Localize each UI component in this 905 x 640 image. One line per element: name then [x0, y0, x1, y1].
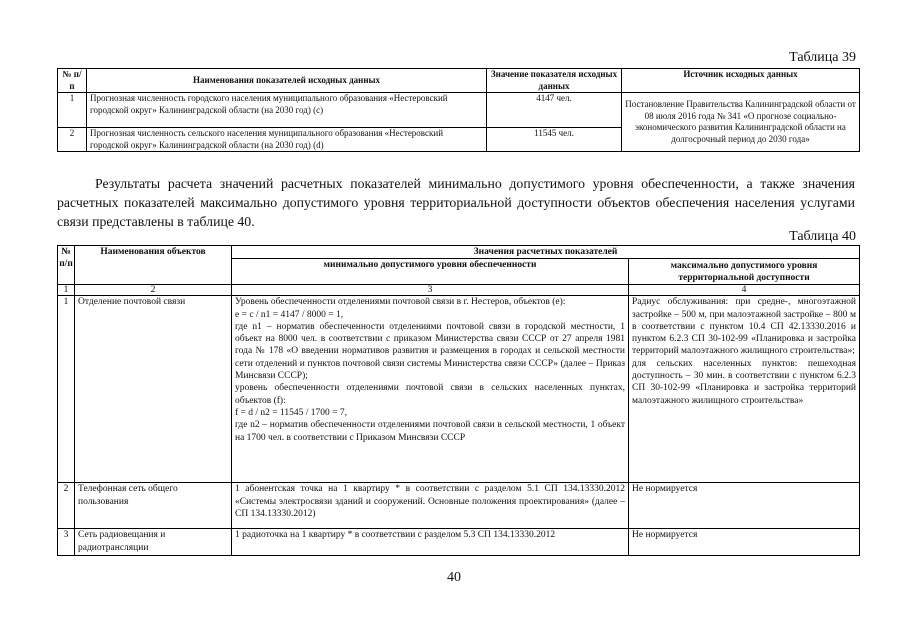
results-paragraph: Результаты расчета значений расчетных показателей минимально допустимого уровня обеспеченности, а также значения расчетных показателей максимально допустимого уровня территориальной доступности объектов обеспечения населения услугами связи представлены в таблице 40.: [57, 176, 855, 229]
table40-row1-max: Радиус обслуживания: при средне-, многоэтажной застройке – 500 м, при малоэтажной застройке – 800 м в соответствии с пунктом 10.4 СП 42.13330.2016 и пунктом 6.2.3 СП 30-102-99 «Планировка и застройка территорий малоэтажного жилищного строительства»; для сельских населенных пунктов: пешеходная доступность – 30 мин. в соответствии с пунктом 6.2.3 СП 30-102-99 «Планировка и застройка территорий малоэтажного жилищного строительства»: [629, 296, 860, 483]
table40-row3-max: Не нормируется: [629, 529, 860, 556]
table40-caption: Таблица 40: [789, 229, 856, 244]
table40-row2-num: 2: [58, 483, 75, 529]
table40-colnum-1: 1: [58, 285, 75, 296]
table-row: [58, 529, 860, 556]
table40-colnum-2: 2: [75, 285, 232, 296]
table-row: [58, 93, 860, 128]
table39-row1-num: 1: [58, 93, 87, 128]
table40-colnum-4: 4: [629, 285, 860, 296]
table-row: [58, 296, 860, 483]
table40-row1-num: 1: [58, 296, 75, 483]
table-row: [58, 483, 860, 529]
table40-header-min: минимально допустимого уровня обеспеченности: [232, 259, 629, 285]
table40-row2-name: Телефонная сеть общего пользования: [75, 483, 232, 529]
table39: [57, 68, 860, 152]
table40-header-group: Значения расчетных показателей: [232, 246, 860, 259]
table39-caption: Таблица 39: [789, 50, 856, 65]
table39-row2-num: 2: [58, 128, 87, 152]
page-number: 40: [447, 570, 461, 585]
table40-row3-name: Сеть радиовещания и радиотрансляции: [75, 529, 232, 556]
table39-source: Постановление Правительства Калининградской области от 08 июля 2016 года № 341 «О прогнозе социально-экономического развития Калининградской области на долгосрочный период до 2030 года»: [622, 93, 860, 152]
table40-row2-max: Не нормируется: [629, 483, 860, 529]
table39-row1-value: 4147 чел.: [487, 93, 622, 128]
table40-row1-name: Отделение почтовой связи: [75, 296, 232, 483]
table39-header-num: № п/п: [58, 69, 87, 93]
table40: [57, 245, 860, 556]
table40-header-max: максимально допустимого уровня территориальной доступности: [629, 259, 860, 285]
table39-header-value: Значение показателя исходных данных: [487, 69, 622, 93]
table39-row2-name: Прогнозная численность сельского населения муниципального образования «Нестеровский городской округ» Калининградской области (на 2030 год) (d): [87, 128, 487, 152]
table39-row1-name: Прогнозная численность городского населения муниципального образования «Нестеровский городской округ» Калининградской области (на 2030 год) (c): [87, 93, 487, 128]
table40-row2-min: 1 абонентская точка на 1 квартиру * в соответствии с разделом 5.1 СП 134.13330.2012 «Системы электросвязи зданий и сооружений. Основные положения проектирования» (далее – СП 134.13330.2012): [232, 483, 629, 529]
table39-header-name: Наименования показателей исходных данных: [87, 69, 487, 93]
table40-colnum-3: 3: [232, 285, 629, 296]
table40-row1-min: Уровень обеспеченности отделениями почтовой связи в г. Нестеров, объектов (e): e = c / n1 = 4147 / 8000 = 1, где n1 – норматив обеспеченности отделениями почтовой связи в городской местности, 1 объект на 8000 чел. в соответствии с приказом Министерства связи СССР от 27 апреля 1981 года № 178 «О введении нормативов развития и размещения в городах и сельской местности сети отделений и пунктов почтовой связи системы Министерства связи СССР» (далее – Приказ Минсвязи СССР); уровень обеспеченности отделениями почтовой связи в сельских населенных пунктах, объектов (f): f = d / n2 = 11545 / 1700 = 7, где n2 – норматив обеспеченности отделениями почтовой связи в сельской местности, 1 объект на 1700 чел. в соответствии с Приказом Минсвязи СССР: [232, 296, 629, 483]
table40-header-name: Наименования объектов: [75, 246, 232, 285]
table40-header-num: № п/п: [58, 246, 75, 285]
table40-row3-min: 1 радиоточка на 1 квартиру * в соответствии с разделом 5.3 СП 134.13330.2012: [232, 529, 629, 556]
table40-row3-num: 3: [58, 529, 75, 556]
table39-row2-value: 11545 чел.: [487, 128, 622, 152]
table39-header-source: Источник исходных данных: [622, 69, 860, 93]
